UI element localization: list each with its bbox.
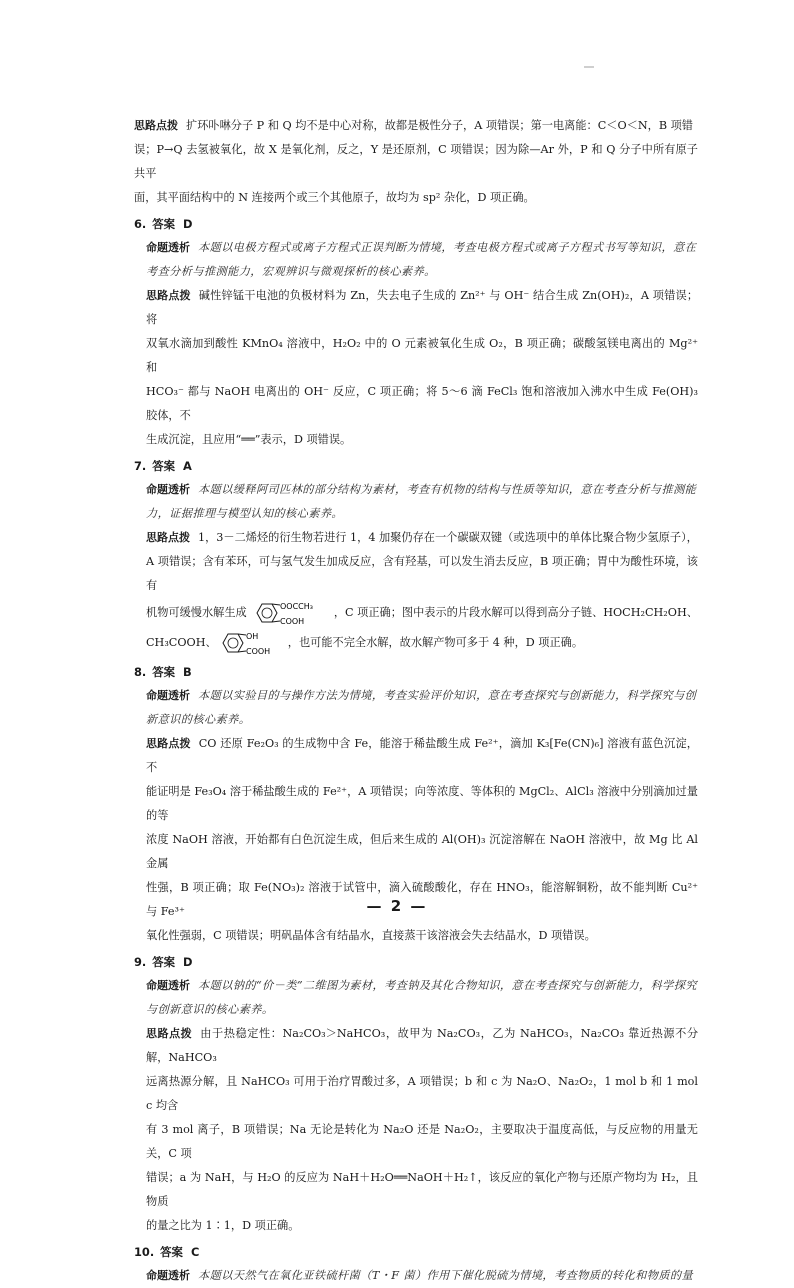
q6-sl-line-4: 生成沉淀，且应用“══”表示，D 项错误。 — [146, 433, 352, 446]
q8-sl-line-1: 思路点拨 CO 还原 Fe₂O₃ 的生成物中含 Fe，能溶于稀盐酸生成 Fe²⁺，滴加 K₃[Fe(CN)₆] 溶液有蓝色沉淀，不 — [146, 737, 698, 774]
q7-mt-line-2: 力，证据推理与模型认知的核心素养。 — [146, 507, 343, 520]
q8-sl-line-2: 能证明是 Fe₃O₄ 溶于稀盐酸生成的 Fe²⁺，A 项错误；向等浓度、等体积的 MgCl₂、AlCl₃ 溶液中分别滴加过量的等 — [146, 785, 698, 822]
q7-sl-line-1: 思路点拨 1，3－二烯烃的衍生物若进行 1，4 加聚仍存在一个碳碳双键（或选项中的单体比聚合物少氢原子）， — [146, 531, 698, 544]
q6-sl-line-2: 双氧水滴加到酸性 KMnO₄ 溶液中，H₂O₂ 中的 O 元素被氧化生成 O₂，B 项正确；碳酸氢镁电离出的 Mg²⁺ 和 — [146, 337, 698, 374]
struct1-bottom-group: COOH — [280, 617, 305, 626]
page-number: — 2 — — [366, 897, 428, 915]
q8-mt-line-2: 新意识的核心素养。 — [146, 713, 251, 726]
scan-mark — [584, 66, 594, 68]
q9-mt-line-1: 命题透析 本题以钠的“价－类”二维图为素材，考查钠及其化合物知识，意在考查探究与创新能力，科学探究 — [146, 979, 697, 992]
q9-sl-line-1: 思路点拨 由于热稳定性：Na₂CO₃＞NaHCO₃，故甲为 Na₂CO₃，乙为 NaHCO₃，Na₂CO₃ 靠近热源不分解，NaHCO₃ — [146, 1027, 699, 1064]
q9-sl-line-2: 远离热源分解，且 NaHCO₃ 可用于治疗胃酸过多，A 项错误；b 和 c 为 Na₂O、Na₂O₂，1 mol b 和 1 mol c 均含 — [146, 1075, 698, 1112]
q6-answer: D — [183, 217, 193, 231]
benzene-ring-structure-2 — [220, 630, 284, 656]
q8-mt-line-1: 命题透析 本题以实验目的与操作方法为情境，考查实验评价知识，意在考查探究与创新能力，科学探究与创 — [146, 689, 697, 702]
q8-sl-line-5: 氧化性强弱，C 项错误；明矾晶体含有结晶水，直接蒸干该溶液会失去结晶水，D 项错误。 — [146, 929, 596, 942]
q8-answer: B — [183, 665, 192, 679]
benzene-ring-structure-1 — [250, 600, 330, 626]
intro-line-1: 思路点拨 扩环卟啉分子 P 和 Q 均不是中心对称，故都是极性分子，A 项错误；第一电离能：C＜O＜N，B 项错 — [134, 119, 693, 132]
q7-answer: A — [183, 459, 192, 473]
q9-sl-line-4: 错误；a 为 NaH，与 H₂O 的反应为 NaH＋H₂O══NaOH＋H₂↑，该反应的氧化产物与还原产物均为 H₂，且物质 — [146, 1171, 698, 1208]
q6-sl-line-3: HCO₃⁻ 都与 NaOH 电离出的 OH⁻ 反应，C 项正确；将 5～6 滴 FeCl₃ 饱和溶液加入沸水中生成 Fe(OH)₃ 胶体，不 — [146, 385, 698, 422]
q7-sl-line-4: CH₃COOH、 OH COOH ，也可能不完全水解，故水解产物可多于 4 种，D 项正确。 — [146, 632, 584, 656]
q9-answer-heading: 9. 答案 D — [134, 955, 193, 969]
q10-answer: C — [190, 1245, 200, 1259]
q8-sl-line-4: 性强，B 项正确；取 Fe(NO₃)₂ 溶液于试管中，滴入硫酸酸化，存在 HNO₃，能溶解铜粉，故不能判断 Cu²⁺ 与 Fe³⁺ — [146, 881, 698, 918]
q6-mt-line-2: 考查分析与推测能力，宏观辨识与微观探析的核心素养。 — [146, 265, 436, 278]
q10-mt-line-1: 命题透析 本题以天然气在氧化亚铁硫杆菌（T・F 菌）作用下催化脱硫为情境，考查物质的转化和物质的量 — [146, 1269, 694, 1282]
q7-sl-line-2: A 项错误；含有苯环，可与氢气发生加成反应，含有羟基，可以发生消去反应，B 项正确；胃中为酸性环境，该有 — [146, 555, 698, 592]
q7-mt-line-1: 命题透析 本题以缓释阿司匹林的部分结构为素材，考查有机物的结构与性质等知识，意在考查分析与推测能 — [146, 483, 697, 496]
q8-answer-heading: 8. 答案 B — [134, 665, 192, 679]
struct2-bottom-group: COOH — [246, 647, 271, 656]
q6-mt-line-1: 命题透析 本题以电极方程式或离子方程式正误判断为情境，考查电极方程式或离子方程式书写等知识，意在 — [146, 241, 697, 254]
q9-mt-line-2: 与创新意识的核心素养。 — [146, 1003, 274, 1016]
q7-sl-line-3: 机物可缓慢水解生成 OOCCH₃ COOH ，C 项正确；图中表示的片段水解可以得到高分子链、HOCH₂CH₂OH、 — [146, 602, 698, 626]
intro-line-2: 误；P→Q 去氢被氧化，故 X 是氧化剂，反之，Y 是还原剂，C 项错误；因为除—Ar 外，P 和 Q 分子中所有原子共平 — [134, 143, 698, 180]
struct2-top-group: OH — [246, 632, 259, 641]
q9-sl-line-5: 的量之比为 1∶1，D 项正确。 — [146, 1219, 300, 1232]
q7-answer-heading: 7. 答案 A — [134, 459, 192, 473]
intro-label: 思路点拨 — [134, 119, 178, 132]
q6-answer-heading: 6. 答案 D — [134, 217, 193, 231]
q10-answer-heading: 10. 答案 C — [134, 1245, 200, 1259]
intro-line-3: 面，其平面结构中的 N 连接两个或三个其他原子，故均为 sp² 杂化，D 项正确。 — [134, 191, 535, 204]
q8-sl-line-3: 浓度 NaOH 溶液，开始都有白色沉淀生成，但后来生成的 Al(OH)₃ 沉淀溶解在 NaOH 溶液中，故 Mg 比 Al 金属 — [146, 833, 698, 870]
struct1-top-group: OOCCH₃ — [280, 602, 314, 611]
q9-sl-line-3: 有 3 mol 离子，B 项错误；Na 无论是转化为 Na₂O 还是 Na₂O₂，主要取决于温度高低，与反应物的用量无关，C 项 — [146, 1123, 698, 1160]
q6-sl-line-1: 思路点拨 碱性锌锰干电池的负极材料为 Zn，失去电子生成的 Zn²⁺ 与 OH⁻ 结合生成 Zn(OH)₂，A 项错误；将 — [146, 289, 699, 326]
q9-answer: D — [183, 955, 193, 969]
